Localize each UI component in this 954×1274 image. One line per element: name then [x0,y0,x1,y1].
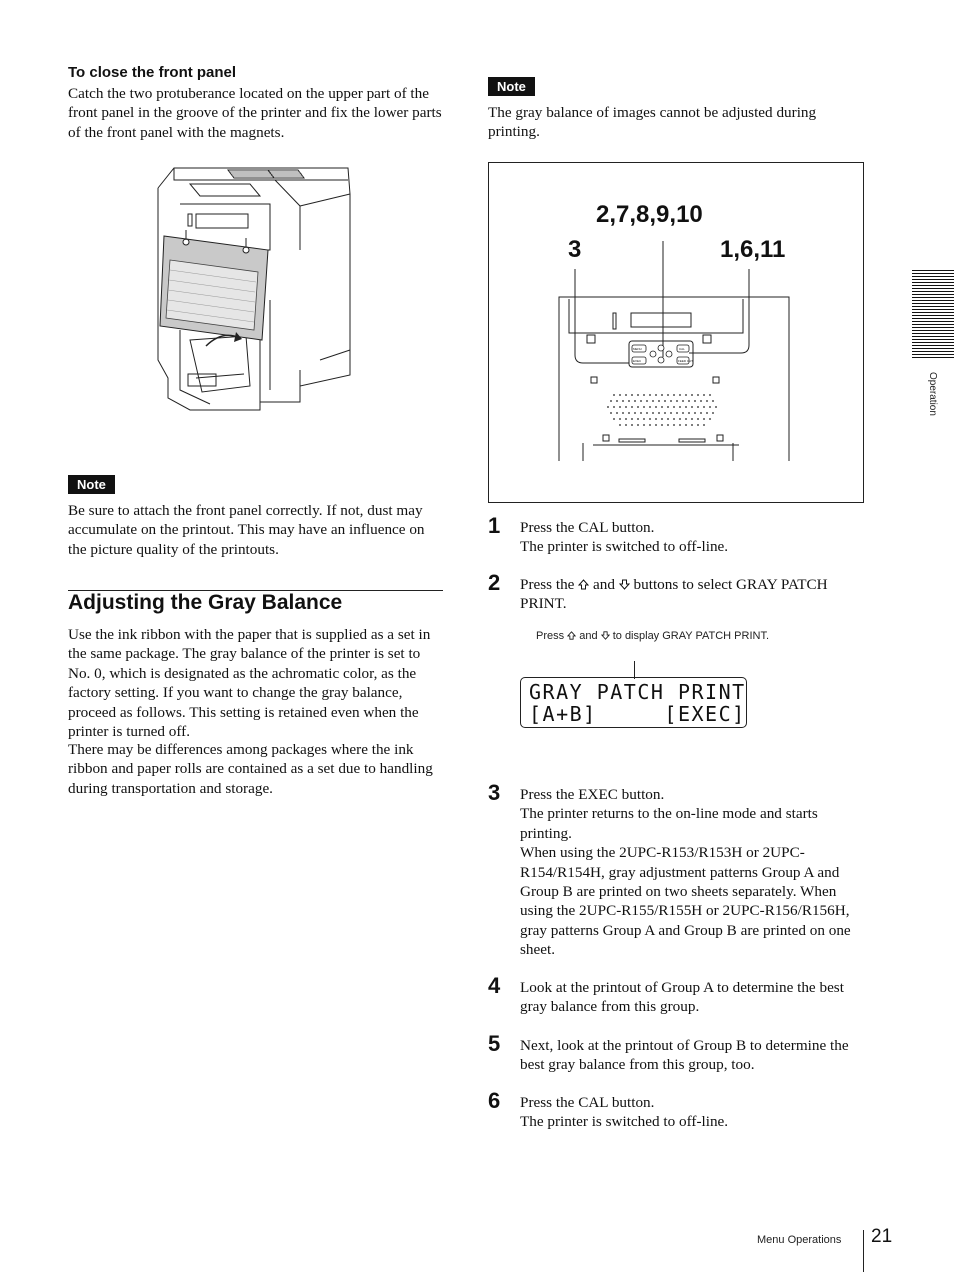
step-4-number: 4 [488,973,501,998]
step-2-text: Press the and buttons to select GRAY PATCH PRINT. [520,576,828,613]
step-2-number: 2 [488,570,501,595]
down-arrow-icon [601,631,610,640]
close-panel-heading: To close the front panel [68,64,237,81]
footer-section: Menu Operations [757,1234,842,1246]
step-6-number: 6 [488,1088,501,1113]
step-4-text: Look at the printout of Group A to determine the best gray balance from this group. [520,979,844,1016]
down-arrow-icon [619,579,630,590]
step-1-number: 1 [488,513,501,538]
step-5-text: Next, look at the printout of Group B to determine the best gray balance from this group, too. [520,1037,849,1074]
note-text-left: Be sure to attach the front panel correctly. If not, dust may accumulate on the printout. This may have an influence on the picture quality of the printouts. [68,502,425,558]
up-arrow-icon [567,631,576,640]
callout-right: 1,6,11 [720,236,786,263]
menu-button-label: MENU [633,347,642,351]
step-6-text: Press the CAL button. The printer is switched to off-line. [520,1094,729,1131]
up-arrow-icon [578,579,589,590]
lcd-line-1: GRAY PATCH PRINT [529,680,746,704]
section-title: Adjusting the Gray Balance [68,591,343,614]
footer-divider [863,1230,864,1272]
section-paragraph-1: Use the ink ribbon with the paper that is supplied as a set in the same package. The gray balance of the printer is set to No. 0, which is designated as the achromatic color, as the factory setting. If you want to change the gray balance, proceed as follows. This setting is retained even when the printer is turned off. [68,626,431,741]
lcd-caption: Press and to display GRAY PATCH PRINT. [536,630,769,642]
section-paragraph-2: There may be differences among packages where the ink ribbon and paper rolls are contained as a set due to handling during transportation and storage. [68,741,433,797]
exec-button-label: EXEC [633,359,642,363]
callout-top: 2,7,8,9,10 [596,201,703,228]
step-3-text: Press the EXEC button. The printer returns to the on-line mode and starts printing. When using the 2UPC-R153/R153H or 2UPC-R154/R154H, gray adjustment patterns Group A and Group B are printed on two sheets separately. When using the 2UPC-R155/R155H or 2UPC-R156/R156H, gray patterns Group A and Group B are printed on one sheet. [520,786,851,959]
note-text-right: The gray balance of images cannot be adjusted during printing. [488,104,817,141]
close-panel-text: Catch the two protuberance located on the upper part of the front panel in the groove of the printer and fix the lower parts of the front panel with the magnets. [68,85,442,141]
feed-cut-button-label: FEED CUT [678,359,693,363]
page-number: 21 [871,1226,893,1247]
step-1-text: Press the CAL button. The printer is switched to off-line. [520,519,729,556]
lcd-display [520,677,747,728]
note-badge-left: Note [68,475,115,494]
step-3-number: 3 [488,780,501,805]
printer-front-panel-illustration [150,160,356,414]
side-tab-bars [912,270,954,358]
control-panel-diagram [488,162,864,503]
control-panel-drawing [489,163,863,502]
lcd-line-2: [A+B] [EXEC] [529,702,746,726]
cal-button-label: CAL [679,347,685,351]
callout-left: 3 [568,236,582,263]
step-5-number: 5 [488,1031,501,1056]
note-badge-right: Note [488,77,535,96]
side-tab-label: Operation [927,372,938,416]
